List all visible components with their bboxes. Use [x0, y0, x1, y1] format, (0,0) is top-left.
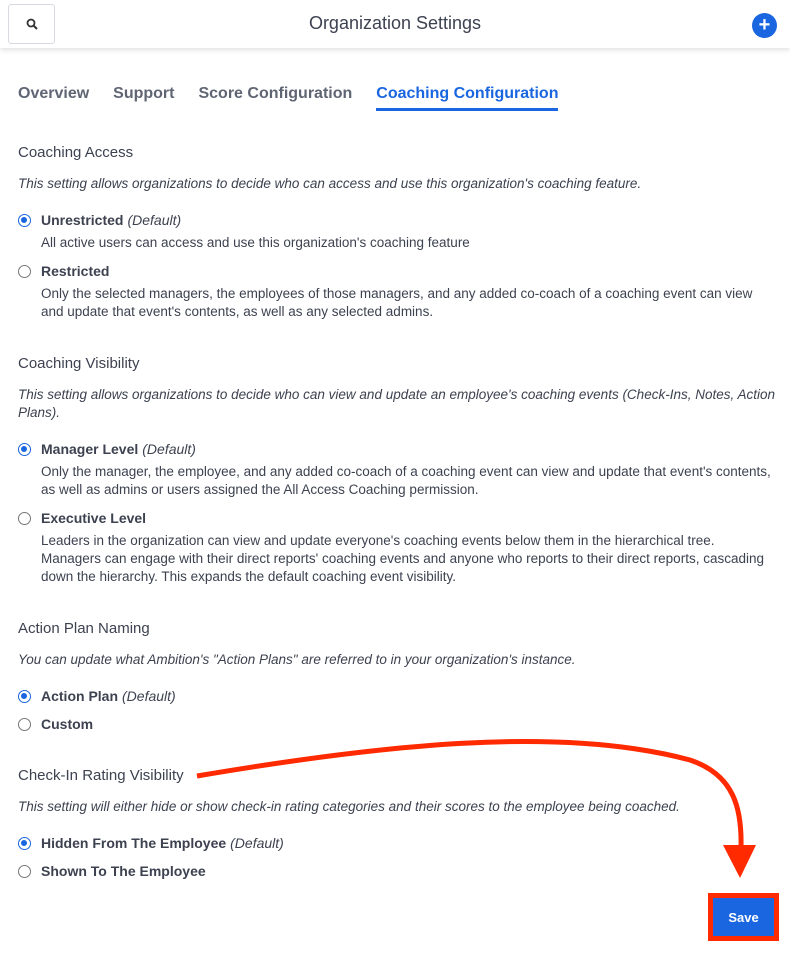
radio-option-restricted[interactable] — [18, 262, 778, 280]
section-description: You can update what Ambition's "Action Plans" are referred to in your organization's instance. — [18, 652, 576, 667]
settings-content — [18, 144, 778, 914]
radio-button[interactable] — [18, 837, 31, 850]
default-tag: (Default) — [127, 212, 182, 228]
section-description: This setting will either hide or show check-in rating categories and their scores to the employee being coached. — [18, 799, 680, 814]
plus-icon: + — [758, 14, 771, 36]
option-label: Unrestricted — [41, 212, 124, 228]
tab-score-configuration[interactable]: Score Configuration — [198, 85, 353, 102]
option-label: Action Plan — [41, 688, 119, 704]
section-heading: Coaching Visibility — [18, 355, 140, 372]
action-plan-naming-section — [18, 620, 778, 733]
tab-bar — [18, 84, 558, 111]
option-label: Restricted — [41, 263, 110, 279]
header — [0, 0, 790, 48]
section-description: This setting allows organizations to decide who can access and use this organization's coaching feature. — [18, 176, 642, 191]
radio-option-custom[interactable] — [18, 715, 778, 733]
section-description: This setting allows organizations to decide who can view and update an employee's coaching events (Check-Ins, Notes, Action Plans). — [18, 387, 775, 420]
radio-option-action-plan[interactable] — [18, 687, 778, 705]
coaching-access-section — [18, 144, 778, 321]
radio-option-unrestricted[interactable] — [18, 211, 778, 229]
option-label: Custom — [41, 716, 94, 732]
option-description: Only the manager, the employee, and any added co-coach of a coaching event can view and update that event's contents, as well as admins or users assigned the All Access Coaching permission. — [41, 464, 771, 497]
default-tag: (Default) — [122, 688, 176, 704]
coaching-visibility-section — [18, 355, 778, 586]
radio-button[interactable] — [18, 443, 31, 456]
option-label: Manager Level — [41, 441, 139, 457]
section-heading: Check-In Rating Visibility — [18, 767, 184, 784]
option-label: Executive Level — [41, 510, 147, 526]
page-title: Organization Settings — [308, 13, 482, 33]
radio-button[interactable] — [18, 718, 31, 731]
radio-option-executive-level[interactable] — [18, 509, 778, 527]
save-highlight — [708, 893, 779, 941]
tab-overview[interactable]: Overview — [18, 85, 90, 102]
radio-button[interactable] — [18, 214, 31, 227]
add-button[interactable] — [752, 13, 777, 38]
default-tag: (Default) — [230, 835, 284, 851]
radio-button[interactable] — [18, 690, 31, 703]
option-description: All active users can access and use this organization's coaching feature — [41, 235, 470, 250]
option-description: Only the selected managers, the employees of those managers, and any added co-coach of a coaching event can view and update that event's contents, as well as any selected admins. — [41, 286, 753, 319]
radio-option-manager-level[interactable] — [18, 440, 778, 458]
check-in-rating-visibility-section — [18, 767, 778, 880]
tab-support[interactable]: Support — [113, 85, 175, 102]
option-description: Leaders in the organization can view and update everyone's coaching events below them in the hierarchical tree. Managers can engage with their direct reports' coaching events and anyone who reports to their direct reports, cascading down the hierarchy. This expands the default coaching event visibility. — [41, 533, 764, 584]
radio-option-hidden[interactable] — [18, 834, 778, 852]
radio-button[interactable] — [18, 512, 31, 525]
section-heading: Action Plan Naming — [18, 620, 150, 637]
save-button[interactable]: Save — [713, 898, 774, 936]
option-label: Shown To The Employee — [41, 863, 206, 879]
default-tag: (Default) — [142, 441, 196, 457]
radio-option-shown[interactable] — [18, 862, 778, 880]
radio-button[interactable] — [18, 265, 31, 278]
radio-button[interactable] — [18, 865, 31, 878]
section-heading: Coaching Access — [18, 144, 134, 161]
option-label: Hidden From The Employee — [41, 835, 227, 851]
tab-coaching-configuration[interactable]: Coaching Configuration — [376, 84, 558, 111]
